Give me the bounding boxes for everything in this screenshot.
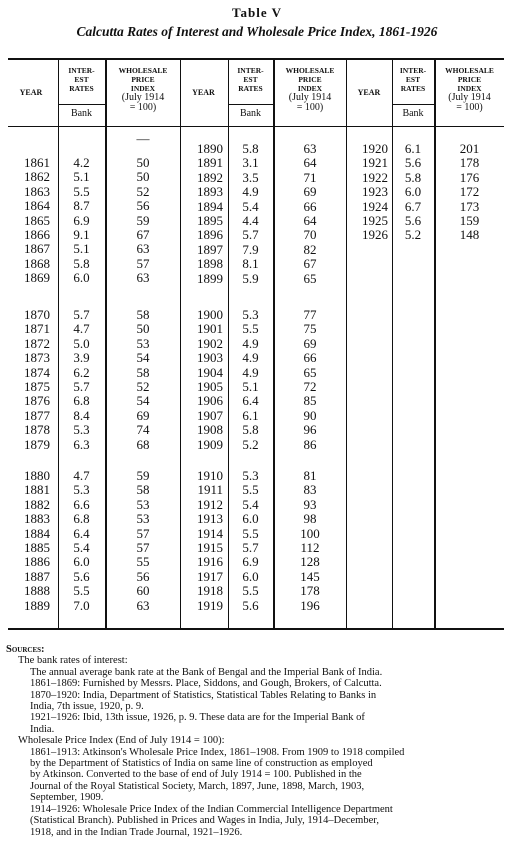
source-line: 1921–1926: Ibid, 13th issue, 1926, p. 9. These data are for the Imperial Bank of	[30, 712, 365, 724]
year-cell: 1875	[24, 378, 50, 394]
interest-rate-cell: 5.7	[242, 227, 259, 243]
interest-rate-cell: 5.6	[404, 155, 422, 171]
year-cell: 1881	[24, 482, 50, 498]
interest-rate-cell: 4.4	[242, 212, 259, 228]
interest-rate-cell: 4.7	[73, 321, 90, 337]
year-cell: 1899	[197, 270, 223, 286]
table-top-rule	[8, 58, 504, 60]
year-cell: 1916	[197, 554, 223, 570]
wholesale-index-cell: 59	[136, 212, 150, 228]
source-line: 1914–1926: Wholesale Price Index of the Indian Commercial Intelligence Department	[30, 803, 393, 815]
year-cell: 1926	[362, 227, 388, 243]
wholesale-index-cell: 64	[303, 212, 317, 228]
wholesale-index-cell: 93	[303, 496, 317, 512]
interest-rate-column	[228, 142, 273, 286]
year-cell: 1861	[24, 155, 50, 170]
year-cell: 1910	[197, 468, 223, 483]
interest-rate-cell: 5.6	[73, 568, 90, 584]
year-cell: 1864	[24, 198, 50, 214]
interest-rate-cell: 5.8	[242, 422, 259, 438]
year-cell: 1897	[197, 241, 223, 257]
wholesale-index-cell: 178	[459, 155, 480, 171]
wholesale-index-cell: 59	[136, 468, 150, 483]
interest-rate-column	[228, 469, 273, 613]
interest-rate-cell: 5.5	[242, 583, 259, 599]
source-line: India, 7th issue, 1920, p. 9.	[30, 701, 144, 713]
year-cell: 1892	[197, 169, 223, 185]
year-cell: 1924	[362, 198, 388, 214]
index-dash: —	[136, 131, 150, 146]
year-column	[8, 308, 50, 452]
wholesale-index-header: WHOLESALE PRICE INDEX (July 1914 = 100)	[118, 66, 168, 113]
interest-rate-cell: 5.7	[242, 539, 259, 555]
year-cell: 1873	[24, 350, 50, 366]
year-cell: 1872	[24, 335, 50, 351]
year-cell: 1895	[197, 212, 223, 228]
year-column	[180, 469, 223, 613]
wholesale-index-column	[274, 142, 346, 286]
source-line: Journal of the Royal Statistical Society, March, 1897, June, 1898, March, 1903,	[30, 780, 365, 792]
wholesale-index-cell: 72	[303, 378, 317, 394]
year-cell: 1896	[197, 227, 223, 243]
wholesale-index-cell: 54	[136, 350, 150, 366]
wholesale-index-cell: 63	[303, 141, 317, 156]
wholesale-index-column	[106, 469, 180, 613]
wholesale-index-cell: 58	[136, 364, 150, 380]
wholesale-index-cell: 58	[136, 482, 150, 498]
interest-rate-cell: 5.7	[73, 378, 90, 394]
year-cell: 1893	[197, 184, 223, 200]
year-cell: 1915	[197, 539, 223, 555]
interest-rate-column	[58, 469, 105, 613]
interest-rate-cell: 4.9	[242, 364, 259, 380]
year-cell: 1918	[197, 583, 223, 599]
year-cell: 1868	[24, 255, 50, 271]
year-cell: 1886	[24, 554, 50, 570]
header-bottom-rule	[8, 126, 504, 127]
wholesale-index-cell: 52	[136, 183, 150, 199]
interest-rate-subheader: Bank	[402, 108, 424, 119]
wholesale-index-cell: 57	[136, 525, 150, 541]
year-cell: 1921	[362, 155, 388, 171]
year-cell: 1880	[24, 468, 50, 483]
interest-rate-cell: 6.8	[73, 511, 90, 527]
wholesale-index-cell: 64	[303, 155, 317, 171]
interest-rate-cell: 6.0	[73, 270, 90, 286]
wholesale-index-cell: 176	[459, 169, 480, 185]
interest-rate-cell: 5.8	[242, 141, 259, 156]
sources-section	[6, 644, 506, 838]
year-cell: 1865	[24, 212, 50, 228]
interest-rate-cell: 4.9	[242, 184, 259, 200]
wholesale-index-cell: 65	[303, 270, 317, 286]
interest-rate-cell: 5.1	[73, 241, 90, 257]
interest-rate-header: INTER- EST RATES	[68, 66, 95, 93]
interest-rate-subheader: Bank	[239, 108, 262, 119]
interest-rate-cell: 6.8	[73, 393, 90, 409]
interest-rate-cell: 3.1	[242, 155, 259, 171]
year-column	[8, 469, 50, 613]
wholesale-index-cell: 159	[459, 212, 480, 228]
year-cell: 1883	[24, 511, 50, 527]
wholesale-index-cell: 53	[136, 511, 150, 527]
source-line: 1861–1869: Furnished by Messrs. Place, Siddons, and Gough, Brokers, of Calcutta.	[30, 678, 382, 690]
wholesale-index-cell: 55	[136, 554, 150, 570]
interest-rate-cell: 8.1	[242, 256, 259, 272]
year-cell: 1912	[197, 496, 223, 512]
year-cell: 1925	[362, 212, 388, 228]
year-column	[180, 142, 223, 286]
year-header: YEAR	[192, 88, 215, 97]
year-cell: 1889	[24, 597, 50, 613]
wholesale-index-cell: 86	[303, 436, 317, 452]
interest-rate-cell: 4.2	[73, 155, 90, 170]
interest-rate-column	[392, 142, 434, 243]
source-line: (Statistical Branch). Published in Prices and Wages in India, July, 1914–December,	[30, 815, 379, 827]
wholesale-index-cell: 60	[136, 583, 150, 599]
year-cell: 1885	[24, 539, 50, 555]
year-cell: 1876	[24, 393, 50, 409]
wholesale-index-cell: 100	[300, 525, 320, 541]
wholesale-index-cell: 69	[303, 184, 317, 200]
interest-rate-cell: 6.0	[242, 568, 259, 584]
interest-rate-column	[228, 308, 273, 452]
wholesale-index-cell: 67	[136, 226, 150, 242]
interest-rate-cell: 6.0	[404, 184, 422, 200]
wholesale-index-cell: 77	[303, 307, 317, 322]
interest-rate-cell: 5.5	[73, 583, 90, 599]
source-line: September, 1909.	[30, 792, 104, 804]
year-cell: 1905	[197, 378, 223, 394]
interest-rate-cell: 5.2	[404, 227, 422, 243]
interest-rate-cell: 6.6	[73, 496, 90, 512]
wholesale-index-cell: 128	[300, 554, 320, 570]
wholesale-index-cell: 63	[136, 597, 150, 613]
wholesale-index-cell: 56	[136, 568, 150, 584]
year-cell: 1913	[197, 511, 223, 527]
interest-rate-cell: 5.5	[242, 525, 259, 541]
wholesale-index-cell: 53	[136, 496, 150, 512]
wholesale-index-header: WHOLESALE PRICE INDEX (July 1914 = 100)	[285, 66, 335, 113]
wholesale-index-cell: 70	[303, 227, 317, 243]
data-table	[8, 58, 504, 629]
year-cell: 1923	[362, 184, 388, 200]
year-cell: 1919	[197, 597, 223, 613]
year-cell: 1874	[24, 364, 50, 380]
year-cell: 1888	[24, 583, 50, 599]
year-cell: 1862	[24, 169, 50, 185]
year-cell: 1917	[197, 568, 223, 584]
source-line: India.	[30, 723, 55, 735]
year-cell: 1901	[197, 321, 223, 337]
wholesale-index-column	[274, 308, 346, 452]
wholesale-index-cell: 56	[136, 198, 150, 214]
interest-rate-cell: 8.4	[73, 407, 90, 423]
interest-rate-cell: 3.9	[73, 350, 90, 366]
wholesale-index-column	[435, 142, 504, 243]
year-cell: 1894	[197, 198, 223, 214]
year-cell: 1904	[197, 364, 223, 380]
interest-rate-cell: 5.8	[404, 169, 422, 185]
sources-heading: Sources:	[6, 644, 45, 655]
year-cell: 1871	[24, 321, 50, 337]
interest-rate-cell: 5.6	[404, 212, 422, 228]
wholesale-index-cell: 71	[303, 169, 317, 185]
interest-rate-cell: 5.4	[242, 496, 259, 512]
interest-rate-cell: 6.0	[242, 511, 259, 527]
wholesale-index-cell: 67	[303, 256, 317, 272]
year-cell: 1922	[362, 169, 388, 185]
interest-rate-cell: 5.3	[242, 307, 259, 322]
wholesale-index-header: WHOLESALE PRICE INDEX (July 1914 = 100)	[445, 66, 494, 113]
wholesale-index-cell: 69	[136, 407, 150, 423]
interest-rate-cell: 9.1	[73, 226, 90, 242]
table-bottom-rule	[8, 628, 504, 630]
interest-rate-cell: 5.5	[242, 482, 259, 498]
interest-subheader-rule	[392, 104, 434, 105]
wholesale-index-cell: 173	[459, 198, 480, 214]
year-cell: 1887	[24, 568, 50, 584]
wholesale-index-cell: 172	[459, 184, 480, 200]
interest-rate-cell: 5.4	[242, 198, 259, 214]
year-cell: 1878	[24, 422, 50, 438]
interest-rate-cell: 4.9	[242, 335, 259, 351]
year-cell: 1900	[197, 307, 223, 322]
year-cell: 1903	[197, 350, 223, 366]
source-line: Wholesale Price Index (End of July 1914 = 100):	[18, 735, 225, 747]
wholesale-index-cell: 83	[303, 482, 317, 498]
interest-subheader-rule	[228, 104, 273, 105]
interest-rate-cell: 4.9	[242, 350, 259, 366]
wholesale-index-cell: 75	[303, 321, 317, 337]
wholesale-index-cell: 196	[300, 597, 320, 613]
source-line: by Atkinson. Converted to the base of end of July 1914 = 100. Published in the	[30, 769, 362, 781]
interest-rate-cell: 5.2	[242, 436, 259, 452]
year-cell: 1870	[24, 307, 50, 322]
interest-rate-cell: 5.5	[242, 321, 259, 337]
wholesale-index-cell: 63	[136, 241, 150, 257]
wholesale-index-cell: 57	[136, 539, 150, 555]
year-cell: 1908	[197, 422, 223, 438]
wholesale-index-cell: 50	[136, 169, 150, 185]
interest-subheader-rule	[58, 104, 105, 105]
wholesale-index-cell: 66	[303, 350, 317, 366]
wholesale-index-cell: 178	[300, 583, 320, 599]
year-cell: 1891	[197, 155, 223, 171]
wholesale-index-cell: 57	[136, 255, 150, 271]
wholesale-index-column	[106, 308, 180, 452]
interest-rate-cell: 5.3	[242, 468, 259, 483]
interest-rate-cell: 5.1	[73, 169, 90, 185]
wholesale-index-cell: 69	[303, 335, 317, 351]
year-cell: 1879	[24, 436, 50, 452]
year-cell: 1863	[24, 183, 50, 199]
interest-rate-column	[58, 308, 105, 452]
table-title: Table V	[232, 5, 282, 20]
year-column	[346, 142, 388, 243]
year-cell: 1890	[197, 141, 223, 156]
interest-rate-header: INTER- EST RATES	[399, 66, 427, 93]
year-cell: 1877	[24, 407, 50, 423]
year-cell: 1884	[24, 525, 50, 541]
interest-rate-cell: 3.5	[242, 169, 259, 185]
year-cell: 1914	[197, 525, 223, 541]
year-cell: 1909	[197, 436, 223, 452]
year-cell: 1920	[362, 141, 388, 156]
wholesale-index-cell: 58	[136, 307, 150, 322]
wholesale-index-column	[274, 469, 346, 613]
interest-rate-cell: 6.2	[73, 364, 90, 380]
wholesale-index-cell: 82	[303, 241, 317, 257]
source-line: The annual average bank rate at the Bank of Bengal and the Imperial Bank of India.	[30, 666, 383, 678]
interest-rate-cell: 5.3	[73, 482, 90, 498]
wholesale-index-cell: 201	[459, 141, 480, 156]
wholesale-index-cell: 66	[303, 198, 317, 214]
interest-rate-cell: 7.0	[73, 597, 90, 613]
interest-rate-cell: 6.1	[404, 141, 422, 156]
year-cell: 1867	[24, 241, 50, 257]
interest-rate-cell: 6.4	[242, 393, 259, 409]
interest-rate-cell: 5.4	[73, 539, 90, 555]
wholesale-index-cell: 68	[136, 436, 150, 452]
interest-rate-cell: 5.5	[73, 183, 90, 199]
wholesale-index-cell: 145	[300, 568, 320, 584]
wholesale-index-cell: 54	[136, 393, 150, 409]
year-cell: 1869	[24, 270, 50, 286]
source-line: by the Department of Statistics of India on same line of construction as employed	[30, 758, 373, 770]
year-cell: 1902	[197, 335, 223, 351]
wholesale-index-cell: 50	[136, 155, 150, 170]
interest-rate-cell: 5.0	[73, 335, 90, 351]
wholesale-index-cell: 96	[303, 422, 317, 438]
interest-rate-cell: 7.9	[242, 241, 259, 257]
table-subtitle: Calcutta Rates of Interest and Wholesale Price Index, 1861-1926	[76, 24, 438, 39]
wholesale-index-cell: 50	[136, 321, 150, 337]
wholesale-index-cell: 63	[136, 270, 150, 286]
year-cell: 1907	[197, 407, 223, 423]
interest-rate-cell: 6.0	[73, 554, 90, 570]
wholesale-index-cell: 85	[303, 393, 317, 409]
year-column	[180, 308, 223, 452]
wholesale-index-cell: 53	[136, 335, 150, 351]
wholesale-index-cell: 98	[303, 511, 317, 527]
interest-rate-cell: 4.7	[73, 468, 90, 483]
interest-rate-header: INTER- EST RATES	[237, 66, 264, 93]
interest-rate-cell: 5.6	[242, 597, 259, 613]
year-header: YEAR	[357, 88, 381, 97]
wholesale-index-cell: 74	[136, 422, 150, 438]
wholesale-index-cell: 65	[303, 364, 317, 380]
interest-rate-cell: 6.4	[73, 525, 90, 541]
year-cell: 1882	[24, 496, 50, 512]
interest-rate-cell: 5.8	[73, 255, 90, 271]
year-cell: 1898	[197, 256, 223, 272]
year-column	[8, 156, 50, 286]
interest-rate-cell: 5.1	[242, 378, 259, 394]
source-line: 1870–1920: India, Department of Statistics, Statistical Tables Relating to Banks in	[30, 689, 377, 701]
interest-rate-cell: 6.9	[242, 554, 259, 570]
interest-rate-cell: 6.7	[404, 198, 422, 214]
source-line: The bank rates of interest:	[18, 655, 128, 667]
interest-rate-cell: 6.1	[242, 407, 259, 423]
wholesale-index-cell: 148	[459, 227, 480, 243]
interest-rate-subheader: Bank	[70, 108, 93, 119]
interest-rate-cell: 8.7	[73, 198, 90, 214]
interest-rate-cell: 5.3	[73, 422, 90, 438]
interest-rate-cell: 5.9	[242, 270, 259, 286]
wholesale-index-cell: 112	[300, 539, 320, 555]
interest-rate-cell: 6.9	[73, 212, 90, 228]
source-line: 1918, and in the Indian Trade Journal, 1921–1926.	[30, 826, 243, 838]
interest-rate-cell: 6.3	[73, 436, 90, 452]
year-header: YEAR	[19, 88, 43, 97]
source-line: 1861–1913: Atkinson's Wholesale Price Index, 1861–1908. From 1909 to 1918 compiled	[30, 746, 405, 758]
year-cell: 1906	[197, 393, 223, 409]
wholesale-index-cell: 81	[303, 468, 317, 483]
wholesale-index-column	[106, 156, 180, 286]
interest-rate-cell: 5.7	[73, 307, 90, 322]
year-cell: 1866	[24, 226, 50, 242]
wholesale-index-cell: 90	[303, 407, 317, 423]
year-cell: 1911	[197, 482, 223, 498]
interest-rate-column	[58, 156, 105, 286]
wholesale-index-cell: 52	[136, 378, 150, 394]
